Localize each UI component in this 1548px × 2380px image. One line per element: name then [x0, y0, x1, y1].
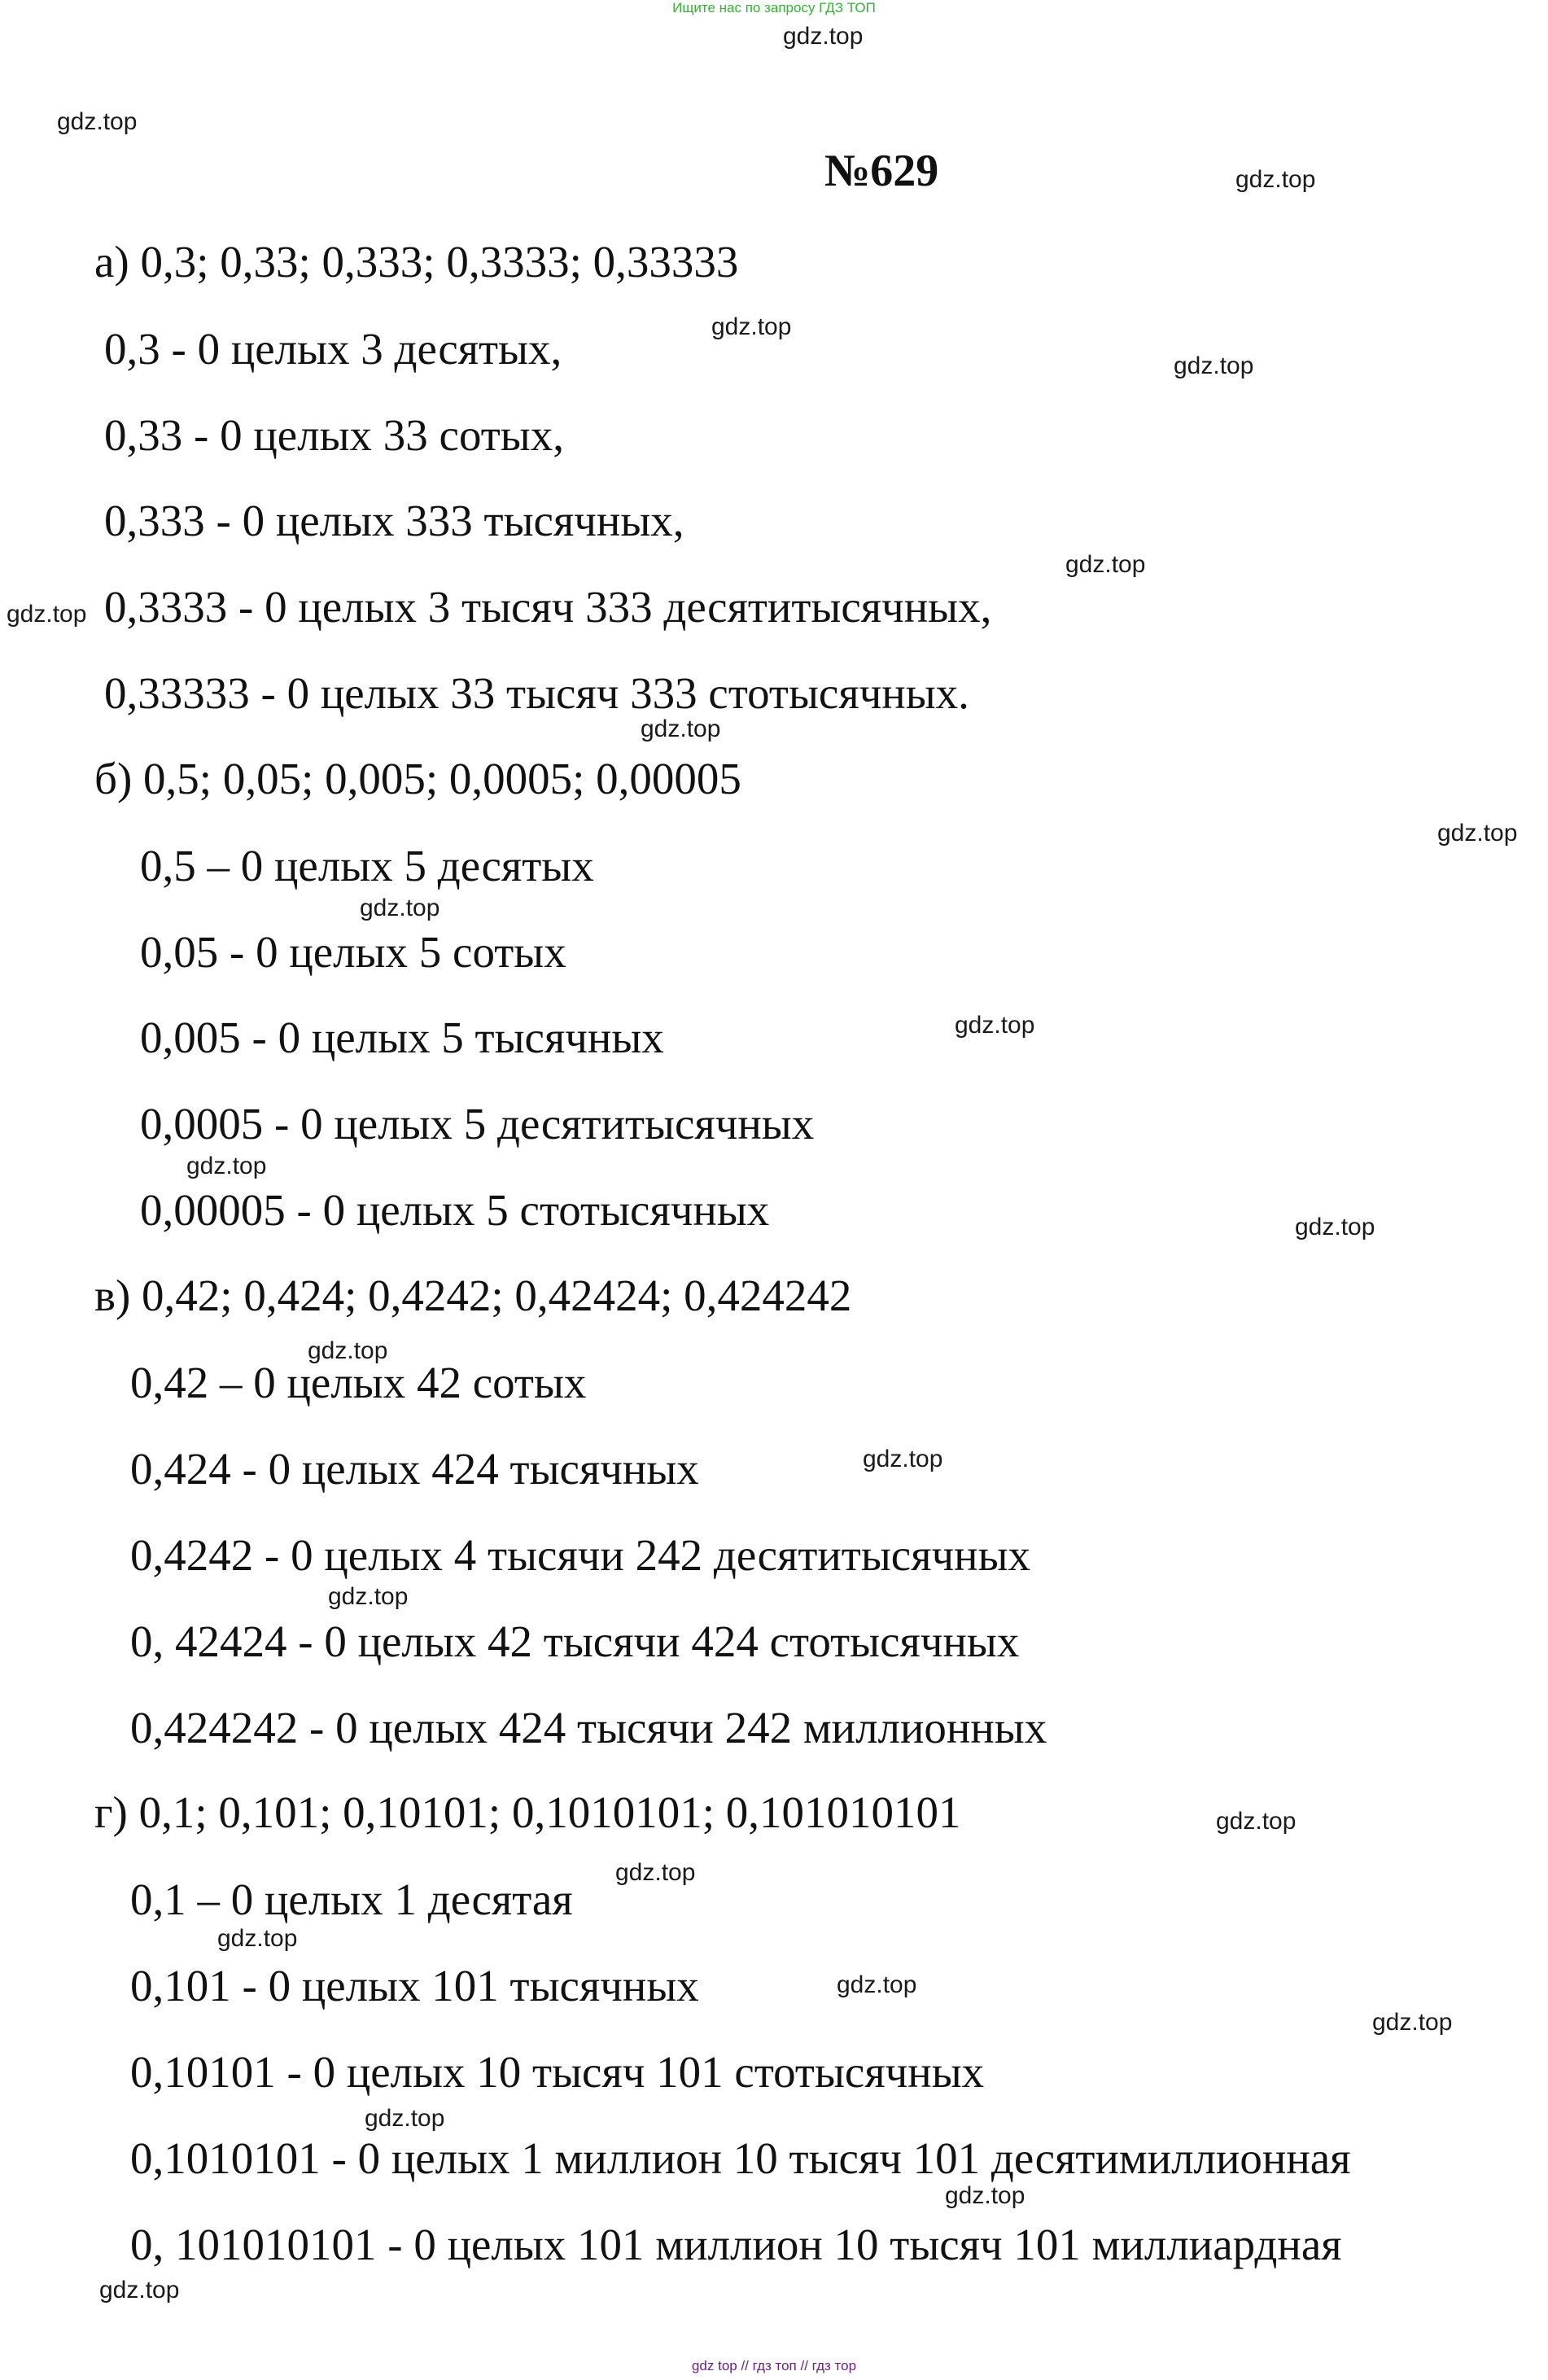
section-a-line-1: 0,3 - 0 целых 3 десятых,: [104, 324, 562, 374]
section-a-line-5: 0,33333 - 0 целых 33 тысяч 333 стотысячных.: [104, 668, 969, 718]
section-a-line-4: 0,3333 - 0 целых 3 тысяч 333 десятитысячных,: [104, 582, 992, 632]
section-b-line-4: 0,0005 - 0 целых 5 десятитысячных: [140, 1099, 815, 1148]
watermark: gdz.top: [945, 2182, 1025, 2209]
section-b-line-3: 0,005 - 0 целых 5 тысячных: [140, 1013, 664, 1062]
section-g-line-5: 0, 101010101 - 0 целых 101 миллион 10 тысяч 101 миллиардная: [130, 2220, 1342, 2269]
section-b-line-1: 0,5 – 0 целых 5 десятых: [140, 841, 594, 890]
watermark: gdz.top: [615, 1859, 696, 1886]
section-v-line-1: 0,42 – 0 целых 42 сотых: [130, 1358, 587, 1407]
section-g-line-3: 0,10101 - 0 целых 10 тысяч 101 стотысячных: [130, 2047, 985, 2097]
watermark: gdz.top: [641, 715, 721, 742]
section-v-heading: в) 0,42; 0,424; 0,4242; 0,42424; 0,424242: [94, 1271, 852, 1320]
watermark: gdz.top: [186, 1153, 267, 1179]
section-b-line-5: 0,00005 - 0 целых 5 стотысячных: [140, 1185, 770, 1235]
section-g-line-2: 0,101 - 0 целых 101 тысячных: [130, 1961, 699, 2010]
watermark: gdz.top: [711, 313, 792, 340]
watermark: gdz.top: [955, 1012, 1035, 1039]
section-g-line-1: 0,1 – 0 целых 1 десятая: [130, 1875, 573, 1924]
watermark: gdz.top: [57, 108, 138, 135]
section-v-line-4: 0, 42424 - 0 целых 42 тысячи 424 стотысячных: [130, 1617, 1020, 1666]
watermark: gdz.top: [1216, 1808, 1297, 1835]
section-g-heading: г) 0,1; 0,101; 0,10101; 0,1010101; 0,101010101: [94, 1787, 961, 1837]
section-g-line-4: 0,1010101 - 0 целых 1 миллион 10 тысяч 101 десятимиллионная: [130, 2133, 1351, 2183]
watermark: gdz.top: [783, 23, 864, 50]
watermark: gdz.top: [7, 601, 87, 628]
watermark: gdz.top: [1372, 2009, 1453, 2036]
search-banner: Ищите нас по запросу ГДЗ ТОП: [672, 0, 876, 15]
section-b-line-2: 0,05 - 0 целых 5 сотых: [140, 927, 566, 977]
section-b-heading: б) 0,5; 0,05; 0,005; 0,0005; 0,00005: [94, 754, 741, 803]
watermark: gdz.top: [1437, 820, 1518, 847]
section-a-line-2: 0,33 - 0 целых 33 сотых,: [104, 410, 564, 460]
watermark: gdz.top: [1174, 352, 1254, 379]
watermark: gdz.top: [217, 1925, 298, 1952]
watermark: gdz.top: [360, 895, 440, 921]
section-a-heading: а) 0,3; 0,33; 0,333; 0,3333; 0,33333: [94, 237, 739, 287]
watermark: gdz.top: [1235, 166, 1316, 193]
watermark: gdz.top: [837, 1971, 917, 1998]
section-v-line-5: 0,424242 - 0 целых 424 тысячи 242 миллионных: [130, 1703, 1047, 1752]
section-v-line-2: 0,424 - 0 целых 424 тысячных: [130, 1444, 699, 1494]
section-v-line-3: 0,4242 - 0 целых 4 тысячи 242 десятитысячных: [130, 1530, 1031, 1580]
watermark: gdz.top: [365, 2105, 445, 2132]
footer-watermark: gdz top // гдз топ // гдз тор: [691, 2358, 857, 2373]
watermark: gdz.top: [328, 1583, 409, 1610]
watermark: gdz.top: [99, 2277, 180, 2303]
watermark: gdz.top: [308, 1337, 388, 1364]
watermark: gdz.top: [1295, 1214, 1375, 1240]
watermark: gdz.top: [863, 1446, 943, 1472]
section-a-line-3: 0,333 - 0 целых 333 тысячных,: [104, 496, 684, 545]
watermark: gdz.top: [1065, 551, 1146, 578]
task-number-title: №629: [824, 146, 939, 196]
